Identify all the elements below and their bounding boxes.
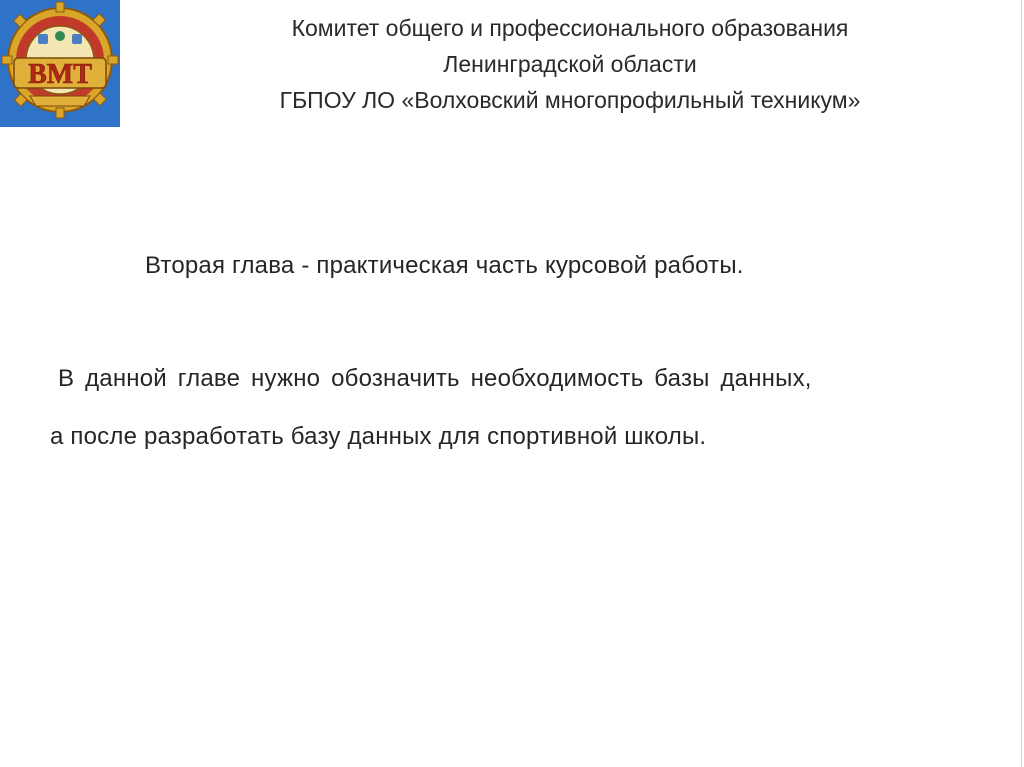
header	[150, 10, 990, 118]
body-paragraph-line-2: а после разработать базу данных для спортивной школы.	[50, 423, 707, 450]
header-region-title: Ленинградской области	[443, 51, 697, 77]
slide-border	[1021, 0, 1022, 767]
header-committee-title: Комитет общего и профессионального образования	[291, 15, 849, 41]
header-college-title: ГБПОУ ЛО «Волховский многопрофильный техникум»	[279, 87, 861, 113]
svg-text:ВМТ: ВМТ	[28, 59, 92, 90]
chapter-heading: Вторая глава - практическая часть курсовой работы.	[145, 252, 744, 279]
college-emblem-icon	[0, 0, 120, 127]
body-paragraph-line-1: В данной главе нужно обозначить необходимость базы данных,	[58, 365, 812, 392]
